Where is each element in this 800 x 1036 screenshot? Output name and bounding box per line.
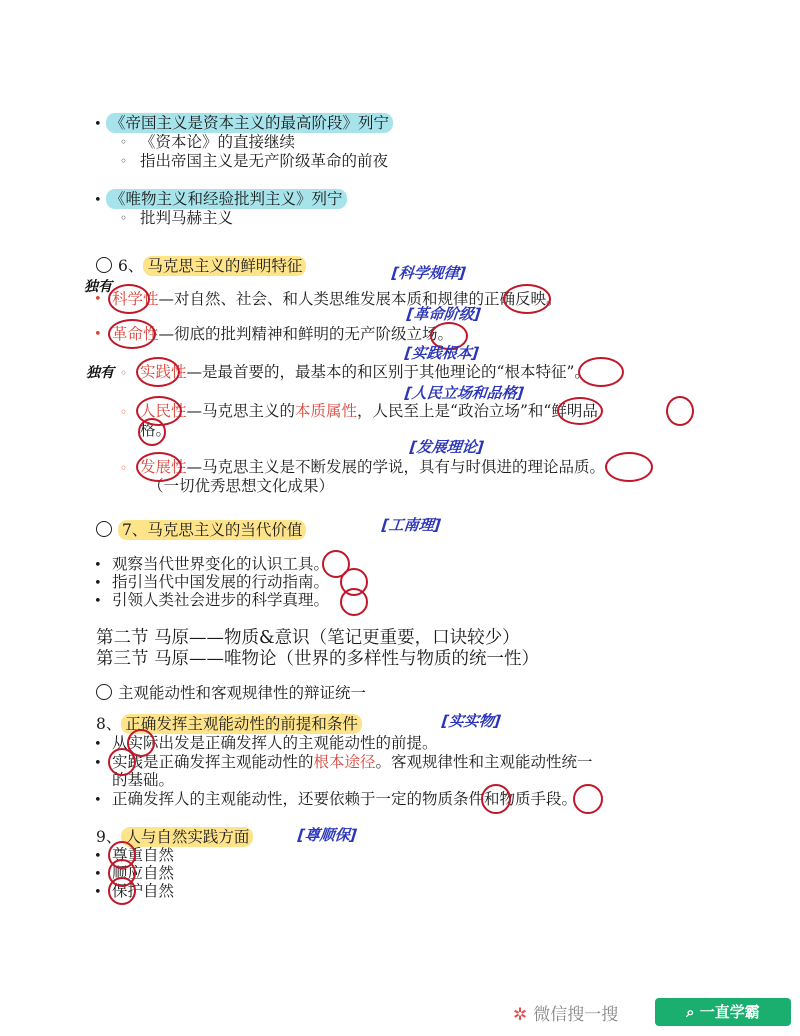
list-item: 指引当代中国发展的行动指南。 [112, 573, 330, 591]
handwritten-note: [工南理] [381, 516, 442, 534]
chapter-title: 第三节 马原——唯物论（世界的多样性与物质的统一性） [96, 649, 540, 669]
ink-circle [557, 397, 603, 425]
handwritten-note: [尊顺保] [297, 826, 358, 844]
book-title-highlight: 《帝国主义是资本主义的最高阶段》列宁 [106, 113, 393, 133]
bullet: • [94, 558, 102, 573]
trait-item-continued: 格。 [140, 421, 172, 439]
ink-circle [573, 784, 603, 814]
ink-circle [136, 452, 182, 482]
bullet: • [94, 737, 102, 752]
ink-circle [578, 357, 624, 387]
circle-icon [96, 257, 112, 273]
sub-bullet: ◦ [120, 154, 128, 168]
list-item: 观察当代世界变化的认识工具。 [112, 555, 330, 573]
book-title [106, 114, 393, 132]
list-item: 实践是正确发挥主观能动性的根本途径。客观规律性和主观能动性统一 [112, 753, 593, 771]
sub-bullet: ◦ [120, 405, 128, 419]
section-heading: 7、马克思主义的当代价值 [96, 521, 306, 539]
bullet: • [94, 117, 102, 132]
list-item: 尊重自然 [112, 846, 175, 864]
bullet: • [94, 849, 102, 864]
bullet: • [94, 193, 102, 208]
handwritten-note: [实实物] [441, 712, 502, 730]
handwritten-note: [科学规律] [391, 264, 467, 282]
ink-circle [481, 784, 511, 814]
ink-circle [136, 357, 180, 387]
handwritten-note: 独有 [86, 365, 114, 381]
ink-circle [138, 418, 166, 446]
handwritten-note: [发展理论] [409, 438, 485, 456]
trait-item: 革命性—彻底的批判精神和鲜明的无产阶级立场。 [112, 325, 454, 343]
list-item: 顺应自然 [112, 864, 175, 882]
bullet: • [94, 327, 102, 342]
bullet: • [94, 793, 102, 808]
sub-bullet: ◦ [120, 135, 128, 149]
bullet: • [94, 292, 102, 307]
section-heading: 8、 正确发挥主观能动性的前提和条件 [96, 715, 362, 733]
bullet: • [94, 594, 102, 609]
ink-circle [108, 284, 150, 314]
handwritten-note: [人民立场和品格] [404, 384, 525, 402]
list-item: 《资本论》的直接继续 [140, 133, 296, 151]
trait-item: 人民性—马克思主义的本质属性，人民至上是“政治立场”和“鲜明品 [140, 402, 598, 420]
sub-bullet: ◦ [120, 461, 128, 475]
book-title-highlight: 《唯物主义和经验批判主义》列宁 [106, 189, 347, 209]
ink-circle [108, 319, 156, 349]
list-item: 从实际出发是正确发挥人的主观能动性的前提。 [112, 734, 438, 752]
handwritten-note: [革命阶级] [406, 305, 482, 323]
sub-bullet: ◦ [120, 366, 128, 380]
circle-icon [96, 684, 112, 700]
handwritten-note: [实践根本] [404, 344, 480, 362]
ink-circle [666, 396, 694, 426]
handwritten-note: 独有 [84, 279, 112, 295]
trait-note: （一切优秀思想文化成果） [148, 477, 335, 495]
bullet: • [94, 885, 102, 900]
trait-item: 发展性—马克思主义是不断发展的学说，具有与时俱进的理论品质。 [140, 458, 606, 476]
chapter-title: 第二节 马原——物质&意识（笔记更重要，口诀较少） [96, 628, 520, 648]
list-item: 保护自然 [112, 882, 175, 900]
circle-icon [96, 521, 112, 537]
book-title [106, 190, 347, 208]
ink-circle [108, 877, 136, 905]
wechat-search-icon: ✲ [513, 1005, 528, 1025]
sub-bullet: ◦ [120, 211, 128, 225]
list-item: 批判马赫主义 [140, 209, 234, 227]
ink-circle [605, 452, 653, 482]
list-item-continued: 的基础。 [112, 771, 175, 789]
trait-item: 科学性—对自然、社会、和人类思维发展本质和规律的正确反映。 [112, 290, 562, 308]
bullet: • [94, 756, 102, 771]
list-item: 引领人类社会进步的科学真理。 [112, 591, 330, 609]
ink-circle [503, 284, 551, 314]
ink-circle [340, 588, 368, 616]
search-button[interactable]: ⌕ 一直学霸 [655, 998, 791, 1026]
section-heading: 9、 人与自然实践方面 [96, 828, 253, 846]
bullet: • [94, 576, 102, 591]
wechat-search-footer [505, 996, 795, 1030]
trait-item: 实践性—是最首要的，最基本的和区别于其他理论的“根本特征”。 [140, 363, 590, 381]
bullet: • [94, 867, 102, 882]
section-heading: 6、 马克思主义的鲜明特征 [96, 257, 306, 275]
topic-heading: 主观能动性和客观规律性的辩证统一 [96, 684, 366, 702]
list-item: 正确发挥人的主观能动性，还要依赖于一定的物质条件和物质手段。 [112, 790, 578, 808]
search-icon: ⌕ [686, 1003, 700, 1021]
list-item: 指出帝国主义是无产阶级革命的前夜 [140, 152, 389, 170]
ink-circle [108, 748, 136, 776]
wechat-brand: ✲ 微信搜一搜 [513, 1005, 619, 1025]
